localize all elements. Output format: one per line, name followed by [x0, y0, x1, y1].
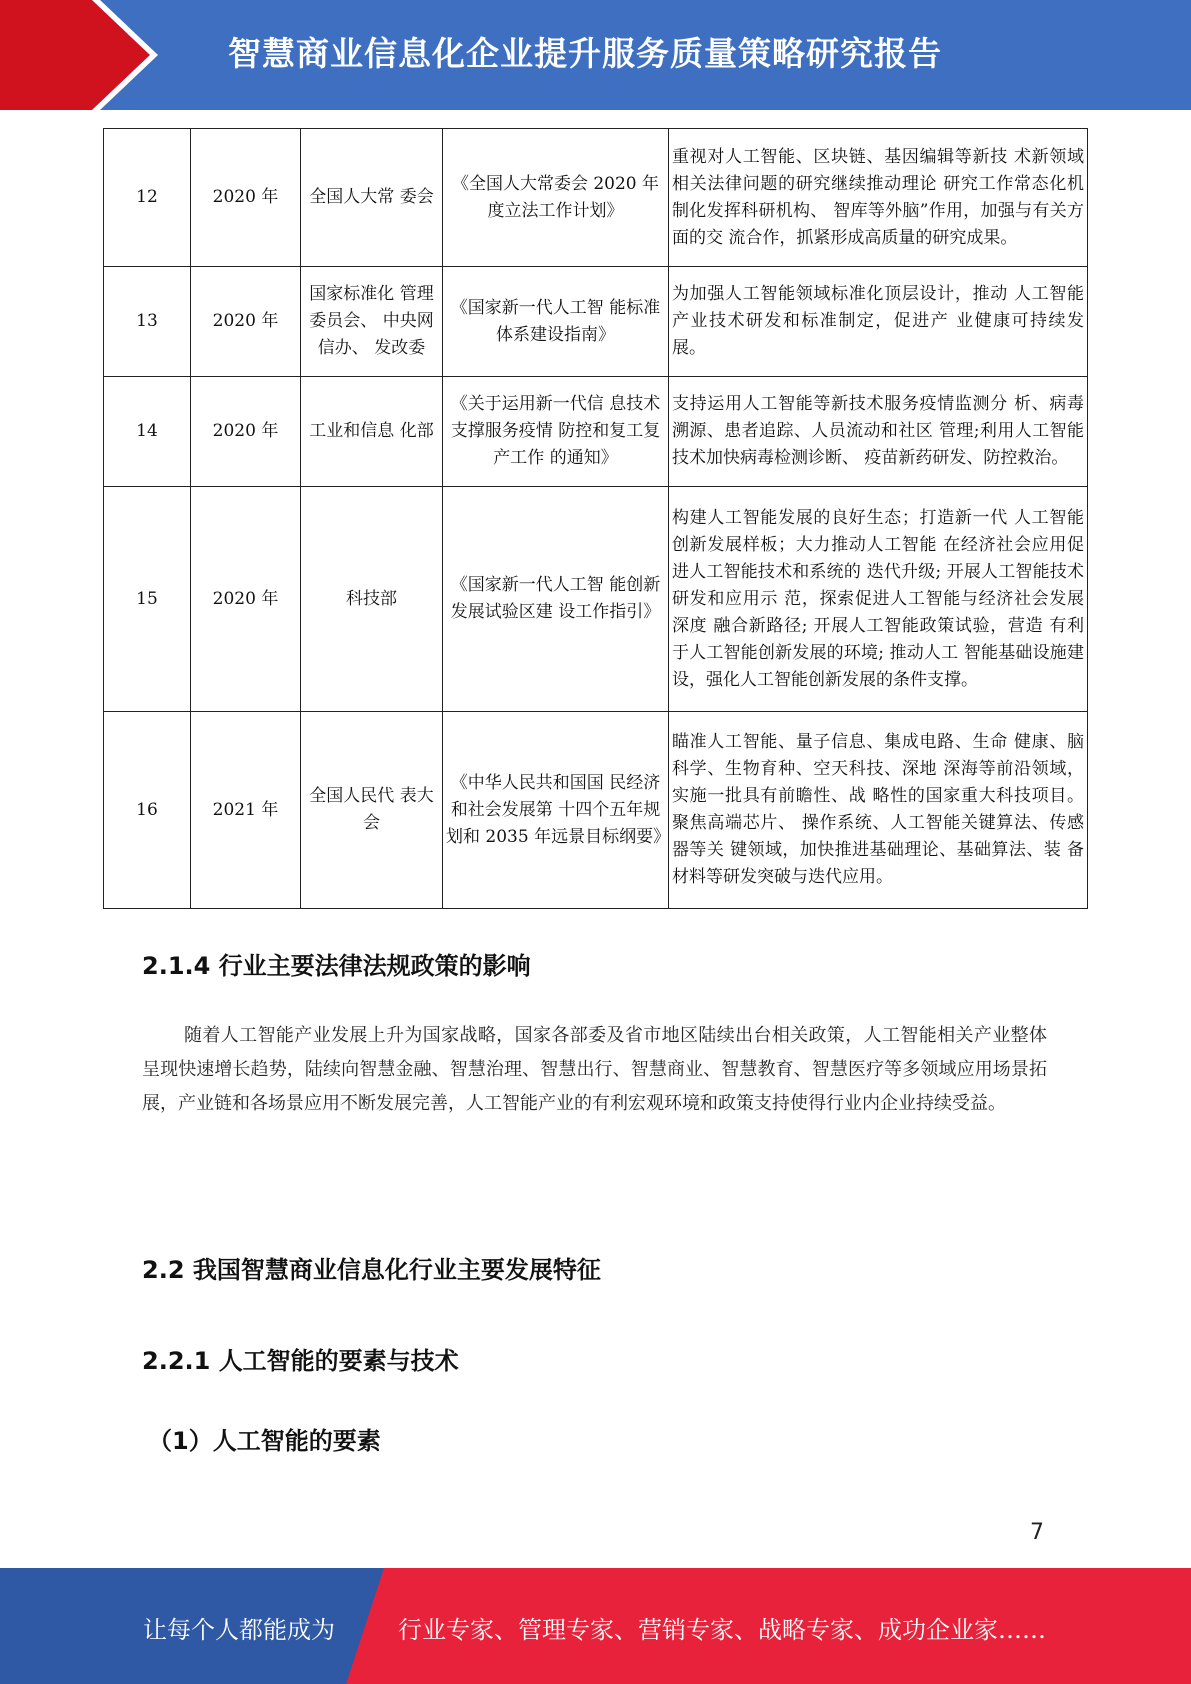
row-document: 《中华人民共和国国 民经济和社会发展第 十四个五年规划和 2035 年远景目标纲要》: [443, 712, 669, 909]
footer-slogan-right: 行业专家、管理专家、营销专家、战略专家、成功企业家……: [398, 1616, 1046, 1644]
footer-slogan-left: 让每个人都能成为: [143, 1616, 335, 1644]
row-content: 重视对人工智能、区块链、基因编辑等新技 术新领域相关法律问题的研究继续推动理论 研究工作常态化机制化发挥科研机构、 智库等外脑”作用，加强与有关方面的交 流合作，抓紧形成高质量的研究成果。: [669, 129, 1088, 267]
table-row: [104, 712, 1088, 909]
row-year: 2020 年: [191, 487, 301, 712]
row-content: 构建人工智能发展的良好生态；打造新一代 人工智能创新发展样板；大力推动人工智能 在经济社会应用促进人工智能技术和系统的 迭代升级; 开展人工智能技术研发和应用示 范，探索促进人工智能与经济社会发展深度 融合新路径; 开展人工智能政策试验，营造 有利于人工智能创新发展的环境; 推动人工 智能基础设施建设，强化人工智能创新发展的条件支撑。: [669, 487, 1088, 712]
table-row: [104, 377, 1088, 487]
row-number: 13: [104, 267, 191, 377]
row-content: 支持运用人工智能等新技术服务疫情监测分 析、病毒溯源、患者追踪、人员流动和社区 管理;利用人工智能技术加快病毒检测诊断、 疫苗新药研发、防控救治。: [669, 377, 1088, 487]
report-title: 智慧商业信息化企业提升服务质量策略研究报告: [228, 34, 942, 73]
row-department: 工业和信息 化部: [301, 377, 443, 487]
row-content: 为加强人工智能领域标准化顶层设计，推动 人工智能产业技术研发和标准制定，促进产 业健康可持续发展。: [669, 267, 1088, 377]
section-heading-2-2: 2.2 我国智慧商业信息化行业主要发展特征: [142, 1256, 601, 1284]
subsection-heading-1: （1）人工智能的要素: [148, 1427, 381, 1455]
row-document: 《关于运用新一代信 息技术支撑服务疫情 防控和复工复产工作 的通知》: [443, 377, 669, 487]
row-department: 全国人大常 委会: [301, 129, 443, 267]
row-department: 全国人民代 表大会: [301, 712, 443, 909]
row-document: 《国家新一代人工智 能标准体系建设指南》: [443, 267, 669, 377]
row-document: 《全国人大常委会 2020 年度立法工作计划》: [443, 129, 669, 267]
page-number: 7: [1030, 1520, 1044, 1545]
row-department: 国家标准化 管理委员会、 中央网信办、 发改委: [301, 267, 443, 377]
table-row: [104, 129, 1088, 267]
policy-table: [103, 128, 1088, 909]
row-year: 2020 年: [191, 267, 301, 377]
row-year: 2021 年: [191, 712, 301, 909]
row-content: 瞄准人工智能、量子信息、集成电路、生命 健康、脑科学、生物育种、空天科技、深地 深海等前沿领域，实施一批具有前瞻性、战 略性的国家重大科技项目。聚焦高端芯片、 操作系统、人工智能关键算法、传感器等关 键领域，加快推进基础理论、基础算法、装 备材料等研发突破与迭代应用。: [669, 712, 1088, 909]
section-heading-2-2-1: 2.2.1 人工智能的要素与技术: [142, 1347, 459, 1375]
row-year: 2020 年: [191, 377, 301, 487]
section-paragraph: 随着人工智能产业发展上升为国家战略，国家各部委及省市地区陆续出台相关政策，人工智能相关产业整体呈现快速增长趋势，陆续向智慧金融、智慧治理、智慧出行、智慧商业、智慧教育、智慧医疗等多领域应用场景拓展，产业链和各场景应用不断发展完善，人工智能产业的有利宏观环境和政策支持使得行业内企业持续受益。: [142, 1025, 1047, 1114]
row-year: 2020 年: [191, 129, 301, 267]
page-footer: [0, 1568, 1191, 1684]
row-number: 15: [104, 487, 191, 712]
section-heading-2-1-4: 2.1.4 行业主要法律法规政策的影响: [142, 952, 531, 980]
table-row: [104, 487, 1088, 712]
row-document: 《国家新一代人工智 能创新发展试验区建 设工作指引》: [443, 487, 669, 712]
row-department: 科技部: [301, 487, 443, 712]
table-row: [104, 267, 1088, 377]
row-number: 16: [104, 712, 191, 909]
page-header: [0, 0, 1191, 110]
row-number: 14: [104, 377, 191, 487]
row-number: 12: [104, 129, 191, 267]
